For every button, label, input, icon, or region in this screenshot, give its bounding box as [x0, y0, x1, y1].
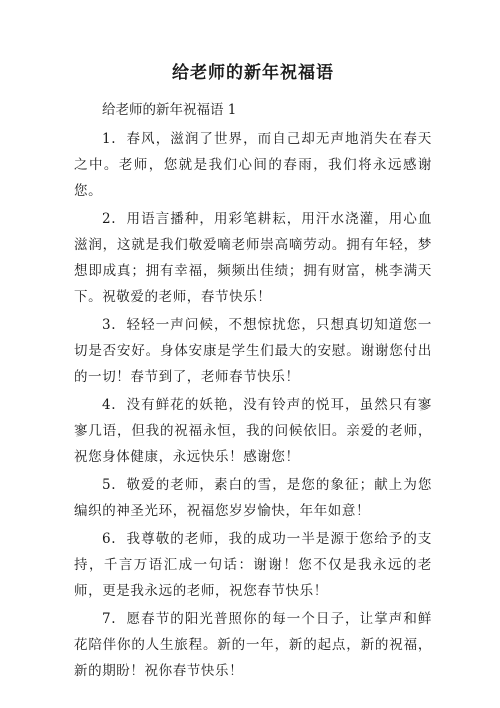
- paragraph-5: [74, 472, 432, 524]
- paragraph-text: 敬爱的老师，素白的雪，是您的象征；献上为您编织的神圣光环，祝福您岁岁愉快，年年如意！: [74, 477, 432, 519]
- paragraph-text: 用语言播种，用彩笔耕耘，用汗水浇灌，用心血滋润，这就是我们敬爱嘀老师崇高嘀劳动。拥有年轻，梦想即成真；拥有幸福，频频出佳绩；拥有财富，桃李满天下。祝敬爱的老师，春节快乐！: [74, 211, 432, 305]
- paragraph-number: 1.: [102, 131, 117, 147]
- paragraph-6: [74, 526, 432, 604]
- paragraph-2: [74, 206, 432, 310]
- paragraph-text: 轻轻一声问候，不想惊扰您，只想真切知道您一切是否安好。身体安康是学生们最大的安慰。谢谢您付出的一切！春节到了，老师春节快乐！: [74, 317, 432, 385]
- paragraph-4: [74, 392, 432, 470]
- paragraph-1: [74, 126, 432, 204]
- document-title: 给老师的新年祝福语: [172, 63, 334, 83]
- paragraph-text: 没有鲜花的妖艳，没有铃声的悦耳，虽然只有寥寥几语，但我的祝福永恒，我的问候依旧。亲爱的老师，祝您身体健康，永远快乐！感谢您！: [74, 397, 432, 465]
- paragraph-7: [74, 606, 432, 684]
- paragraph-number: 7.: [102, 611, 117, 627]
- paragraph-text: 我尊敬的老师，我的成功一半是源于您给予的支持，千言万语汇成一句话：谢谢！您不仅是我永远的老师，更是我永远的老师，祝您春节快乐！: [74, 531, 432, 599]
- paragraph-number: 5.: [102, 477, 117, 493]
- paragraph-number: 6.: [102, 531, 117, 547]
- paragraph-text: 愿春节的阳光普照你的每一个日子，让掌声和鲜花陪伴你的人生旅程。新的一年，新的起点，新的祝福，新的期盼！祝你春节快乐！: [74, 611, 432, 679]
- paragraph-3: [74, 312, 432, 390]
- paragraph-number: 4.: [102, 397, 117, 413]
- paragraph-text: 春风，滋润了世界，而自己却无声地消失在春天之中。老师，您就是我们心间的春雨，我们将永远感谢您。: [74, 131, 432, 199]
- paragraph-number: 2.: [102, 211, 117, 227]
- document-subtitle: 给老师的新年祝福语 1: [102, 102, 237, 118]
- paragraph-number: 3.: [102, 317, 117, 333]
